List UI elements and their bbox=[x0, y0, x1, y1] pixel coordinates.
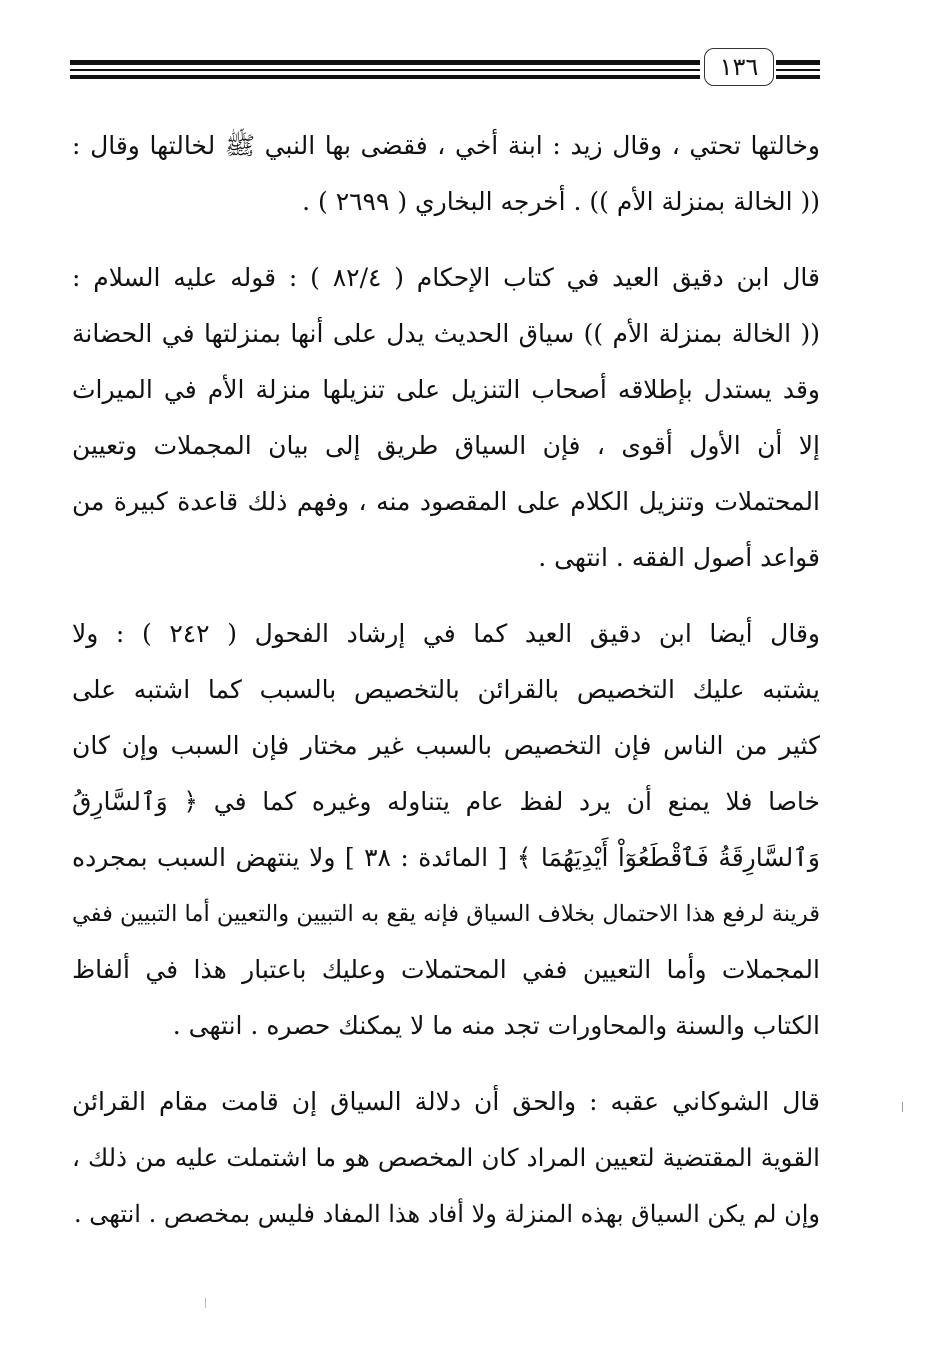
text-line: كثير من الناس فإن التخصيص بالسبب غير مختار فإن السبب وإن كان bbox=[72, 731, 820, 760]
text-line: يشتبه عليك التخصيص بالقرائن بالتخصيص بالسبب كما اشتبه على bbox=[72, 675, 820, 704]
header-rule-right-thick-lower bbox=[776, 75, 820, 79]
scan-mark bbox=[902, 1102, 903, 1112]
page-header bbox=[70, 44, 820, 92]
header-rule-right-thin bbox=[776, 69, 820, 71]
header-rule-right-thick bbox=[776, 60, 820, 65]
text-line: وخالتها تحتي ، وقال زيد : ابنة أخي ، فقضى بها النبي ﷺ لخالتها وقال : bbox=[72, 131, 820, 160]
paragraph-4 bbox=[72, 1074, 820, 1242]
text-line: المجملات وأما التعيين ففي المحتملات وعليك باعتبار هذا في ألفاظ bbox=[72, 955, 820, 984]
text-line: وإن لم يكن السياق بهذه المنزلة ولا أفاد هذا المفاد فليس بمخصص . انتهى . bbox=[74, 1200, 820, 1228]
text-line: قال الشوكاني عقبه : والحق أن دلالة السياق إن قامت مقام القرائن bbox=[72, 1087, 820, 1116]
text-line: إلا أن الأول أقوى ، فإن السياق طريق إلى بيان المجملات وتعيين bbox=[72, 431, 820, 460]
header-rule-left-thick bbox=[70, 60, 700, 65]
text-line: قواعد أصول الفقه . انتهى . bbox=[538, 543, 820, 572]
text-line: القوية المقتضية لتعيين المراد كان المخصص هو ما اشتملت عليه من ذلك ، bbox=[72, 1143, 820, 1172]
text-line: المحتملات وتنزيل الكلام على المقصود منه ، وفهم ذلك قاعدة كبيرة من bbox=[72, 487, 820, 516]
text-line: (( الخالة بمنزلة الأم )) . أخرجه البخاري ( ٢٦٩٩ ) . bbox=[302, 187, 820, 216]
header-rule-left-thick-lower bbox=[70, 75, 700, 79]
paragraph-2 bbox=[72, 250, 820, 586]
paragraph-1 bbox=[72, 118, 820, 230]
scan-mark bbox=[205, 1298, 206, 1308]
text-line: قال ابن دقيق العيد في كتاب الإحكام ( ٨٢/٤ ) : قوله عليه السلام : bbox=[72, 263, 820, 292]
body-text bbox=[72, 118, 820, 1242]
text-line: (( الخالة بمنزلة الأم )) سياق الحديث يدل على أنها بمنزلتها في الحضانة bbox=[72, 319, 820, 348]
header-rule-left-thin bbox=[70, 69, 700, 71]
text-line: وَٱلسَّارِقَةُ فَٱقْطَعُوٓاْ أَيْدِيَهُمَا ﴾ [ المائدة : ٣٨ ] ولا ينتهض السبب بمجرده bbox=[72, 843, 820, 872]
text-line: خاصا فلا يمنع أن يرد لفظ عام يتناوله وغيره كما في ﴿ وَٱلسَّارِقُ bbox=[72, 787, 820, 816]
text-line: قرينة لرفع هذا الاحتمال بخلاف السياق فإنه يقع به التبيين والتعيين أما التبيين ففي bbox=[72, 901, 820, 927]
text-line: وقد يستدل بإطلاقه أصحاب التنزيل على تنزيلها منزلة الأم في الميراث bbox=[72, 375, 820, 404]
paragraph-3 bbox=[72, 606, 820, 1054]
text-line: الكتاب والسنة والمحاورات تجد منه ما لا يمكنك حصره . انتهى . bbox=[172, 1011, 820, 1040]
text-line: وقال أيضا ابن دقيق العيد كما في إرشاد الفحول ( ٢٤٢ ) : ولا bbox=[72, 619, 820, 648]
page-number: ١٣٦ bbox=[704, 48, 774, 86]
